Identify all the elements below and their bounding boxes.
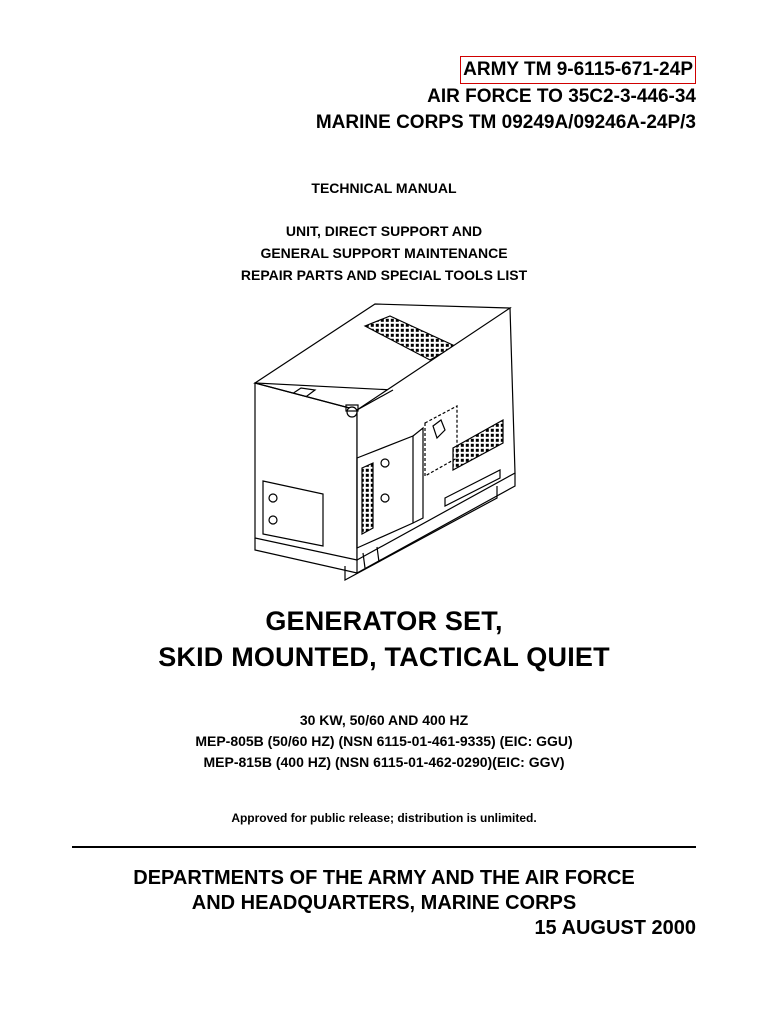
subtitle-line: REPAIR PARTS AND SPECIAL TOOLS LIST [240,267,528,283]
air-force-to-number: AIR FORCE TO 35C2-3-446-34 [427,86,696,107]
distribution-statement: Approved for public release; distribution is unlimited. [231,811,537,825]
subtitle-line: UNIT, DIRECT SUPPORT AND [285,223,483,239]
spec-line: MEP-815B (400 HZ) (NSN 6115-01-462-0290)(EIC: GGV) [203,754,565,770]
document-identifiers [316,56,696,136]
manual-subtitle [0,220,768,286]
horizontal-divider [72,846,696,848]
generator-set-illustration [245,298,525,588]
spec-line: MEP-805B (50/60 HZ) (NSN 6115-01-461-9335) (EIC: GGU) [195,733,573,749]
title-line: SKID MOUNTED, TACTICAL QUIET [158,642,610,672]
army-tm-number: ARMY TM 9-6115-671-24P [460,56,696,84]
marine-corps-tm-number: MARINE CORPS TM 09249A/09246A-24P/3 [315,112,696,133]
equipment-title [0,603,768,675]
issuing-departments [72,866,696,941]
manual-type: TECHNICAL MANUAL [311,180,457,196]
subtitle-line: GENERAL SUPPORT MAINTENANCE [260,245,508,261]
model-specifications [0,710,768,773]
title-line: GENERATOR SET, [265,606,503,636]
publication-date: 15 AUGUST 2000 [534,917,696,939]
spec-line: 30 KW, 50/60 AND 400 HZ [299,712,469,728]
departments-line: DEPARTMENTS OF THE ARMY AND THE AIR FORCE [133,867,635,889]
housing-front [255,383,357,560]
departments-line: AND HEADQUARTERS, MARINE CORPS [191,892,577,914]
